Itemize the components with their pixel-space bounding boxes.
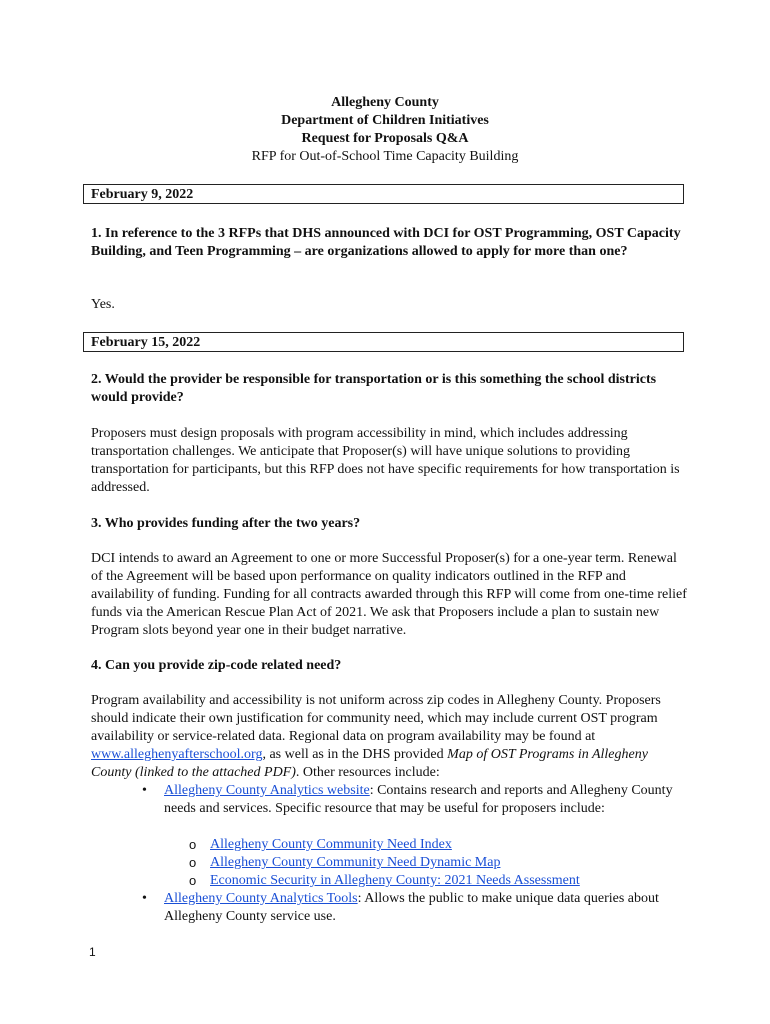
answer-4: Program availability and accessibility is not uniform across zip codes in Allegheny County. Proposers should indicate their own justification for community need, which may include current OST program availability or service-related data. Regional data on program availability may be found at www.alleghenyafterschool.org, as well as in the DHS provided Map of OST Programs in Allegheny County (linked to the attached PDF). Other resources include: xyxy=(91,693,661,780)
list-item-analytics-website: Allegheny County Analytics website: Contains research and reports and Allegheny County needs and services. Specific resource that may be useful for proposers include: xyxy=(164,783,673,816)
question-2: 2. Would the provider be responsible for transportation or is this something the school districts would provide? xyxy=(91,372,657,405)
sub-item-need-index xyxy=(210,836,680,854)
sub-bullet-icon: o xyxy=(189,837,197,852)
header-department: Department of Children Initiatives xyxy=(281,113,489,128)
sub-bullet-icon: o xyxy=(189,855,197,870)
date-box-1: February 9, 2022 xyxy=(83,184,684,204)
bullet-icon: • xyxy=(142,783,147,798)
header-title: Request for Proposals Q&A xyxy=(301,131,469,146)
answer-1: Yes. xyxy=(91,297,115,312)
question-3: 3. Who provides funding after the two years? xyxy=(91,516,361,531)
need-index-link[interactable]: Allegheny County Community Need Index xyxy=(210,837,452,852)
answer-2: Proposers must design proposals with program accessibility in mind, which includes addressing transportation challenges. We anticipate that Proposer(s) will have unique solutions to providing transportation for participants, but this RFP does not have specific requirements for how transportation is addressed. xyxy=(91,426,680,495)
bullet-icon: • xyxy=(142,891,147,906)
needs-assessment-link[interactable]: Economic Security in Allegheny County: 2021 Needs Assessment xyxy=(210,873,580,888)
header-subtitle: RFP for Out-of-School Time Capacity Building xyxy=(251,149,519,164)
question-1: 1. In reference to the 3 RFPs that DHS announced with DCI for OST Programming, OST Capacity Building, and Teen Programming – are organizations allowed to apply for more than one? xyxy=(91,226,681,259)
analytics-tools-link[interactable]: Allegheny County Analytics Tools xyxy=(164,891,358,906)
page-number: 1 xyxy=(89,945,96,959)
question-4: 4. Can you provide zip-code related need? xyxy=(91,658,342,673)
sub-item-needs-assessment xyxy=(210,872,680,890)
date-box-2: February 15, 2022 xyxy=(83,332,684,352)
dynamic-map-link[interactable]: Allegheny County Community Need Dynamic Map xyxy=(210,855,501,870)
alleghenyafterschool-link[interactable]: www.alleghenyafterschool.org xyxy=(91,747,263,762)
header-county: Allegheny County xyxy=(331,95,439,110)
list-item-analytics-tools: Allegheny County Analytics Tools: Allows the public to make unique data queries about Allegheny County service use. xyxy=(164,891,659,924)
analytics-website-link[interactable]: Allegheny County Analytics website xyxy=(164,783,370,798)
sub-bullet-icon: o xyxy=(189,873,197,888)
answer-3: DCI intends to award an Agreement to one or more Successful Proposer(s) for a one-year term. Renewal of the Agreement will be based upon performance on quality indicators outlined in the RFP and availability of funding. Funding for all contracts awarded through this RFP will come from one-time relief funds via the American Rescue Plan Act of 2021. We ask that Proposers include a plan to sustain new Program slots beyond year one in their budget narrative. xyxy=(91,551,687,638)
sub-item-dynamic-map xyxy=(210,854,680,872)
